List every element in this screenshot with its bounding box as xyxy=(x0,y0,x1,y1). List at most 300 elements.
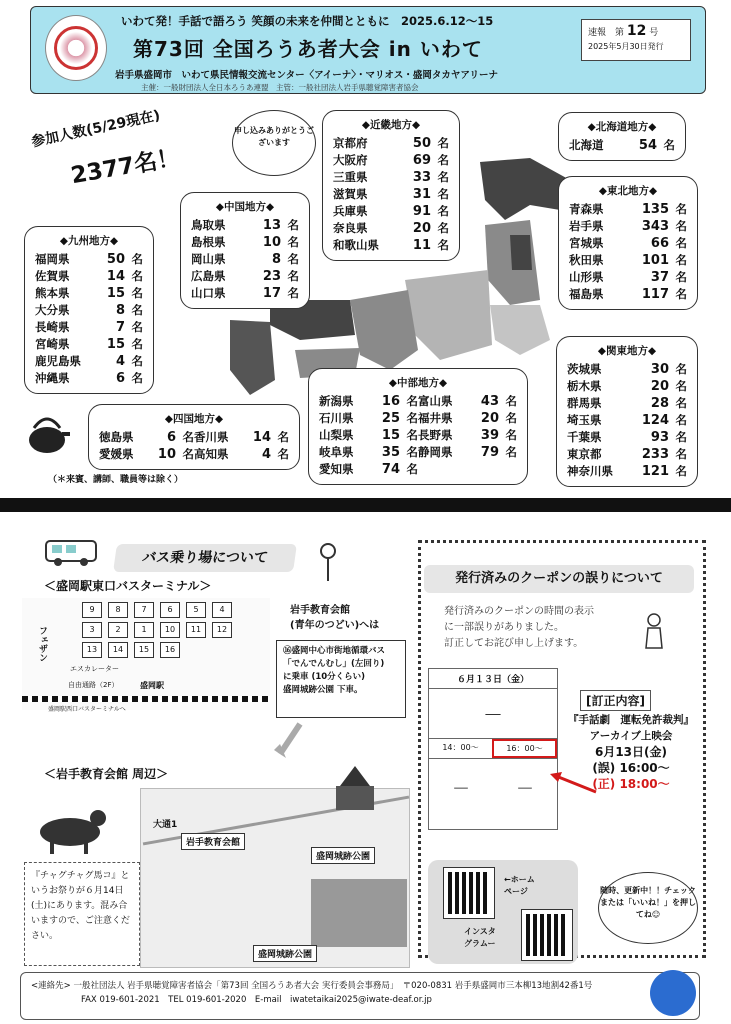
terminal-title: ＜盛岡駅東口バスターミナル＞ xyxy=(44,579,212,593)
bus-icon xyxy=(44,537,100,567)
participant-count: 25 xyxy=(381,411,400,426)
prefecture-row xyxy=(569,201,687,218)
prefecture-name: 岐阜県 xyxy=(319,445,354,459)
message-line: に一部誤りがありました。 xyxy=(444,622,564,633)
region-title: ◆関東地方◆ xyxy=(597,345,657,357)
arrow-down-icon xyxy=(270,720,310,760)
prefecture-row xyxy=(99,429,194,446)
prefecture-row xyxy=(319,410,418,427)
fezan-label: フェザン xyxy=(37,626,47,662)
participant-count: 31 xyxy=(412,187,431,202)
coupon-title: 発行済みのクーポンの誤りについて xyxy=(424,565,694,593)
prefecture-name: 和歌山県 xyxy=(333,238,379,252)
participant-count: 54 xyxy=(638,138,657,153)
prefecture-row xyxy=(418,410,517,427)
unit-label: 名 xyxy=(505,394,517,408)
participant-count: 14 xyxy=(106,269,125,284)
festival-notice: 『チャグチャグ馬コ』というお祭りが６月14日(土)にあります。混み合いますので、ご注意ください。 xyxy=(24,862,140,966)
issue-box xyxy=(581,19,691,61)
park-label-bottom: 盛岡城跡公園 xyxy=(253,945,317,962)
destination-note: (青年のつどい)へは xyxy=(290,620,380,631)
participants-heading: 参加人数(5/29現在) xyxy=(29,107,162,151)
bus-stop-number: 11 xyxy=(186,622,206,638)
prefecture-row xyxy=(333,203,449,220)
prefecture-name: 山梨県 xyxy=(319,428,354,442)
participant-count: 28 xyxy=(650,396,669,411)
prefecture-row xyxy=(567,412,687,429)
prefecture-name: 沖縄県 xyxy=(35,371,70,385)
unit-label: 名 xyxy=(663,138,675,152)
participant-count: 4 xyxy=(115,354,125,369)
region-title: ◆九州地方◆ xyxy=(59,235,119,247)
prefecture-name: 三重県 xyxy=(333,170,368,184)
participant-count: 14 xyxy=(252,430,271,445)
unit-label: 名 xyxy=(675,253,687,267)
bus-section-title: バス乗り場について xyxy=(113,544,297,572)
unit-label: 名 xyxy=(505,445,517,459)
ticket-dash: － xyxy=(452,779,470,800)
escalator-label: エスカレーター xyxy=(70,665,119,673)
bus-stop-number: 9 xyxy=(82,602,102,618)
prefecture-row xyxy=(569,286,687,303)
participant-count: 30 xyxy=(650,362,669,377)
prefecture-row xyxy=(418,444,517,461)
bus-stop-number: 13 xyxy=(82,642,102,658)
participant-count: 6 xyxy=(115,371,125,386)
railway xyxy=(22,696,270,702)
unit-label: 名 xyxy=(406,462,418,476)
map-hokkaido xyxy=(480,158,570,220)
iron-kettle-icon xyxy=(24,410,70,456)
unit-label: 名 xyxy=(131,286,143,300)
chagu-horse-icon xyxy=(30,792,110,856)
thanks-bubble: 申し込みありがとうございます xyxy=(232,110,316,176)
prefecture-name: 福岡県 xyxy=(35,252,70,266)
participant-count: 10 xyxy=(157,447,176,462)
region-kinki xyxy=(322,110,460,261)
participant-count: 17 xyxy=(262,286,281,301)
prefecture-name: 大阪府 xyxy=(333,153,368,167)
prefecture-name: 兵庫県 xyxy=(333,204,368,218)
participant-count: 33 xyxy=(412,170,431,185)
map-chubu xyxy=(405,270,492,360)
region-title: ◆北海道地方◆ xyxy=(587,121,657,133)
prefecture-row xyxy=(319,393,418,410)
participant-count: 91 xyxy=(412,204,431,219)
participant-count: 23 xyxy=(262,269,281,284)
contact-address: <連絡先> 一般社団法人 岩手県聴覚障害者協会「第73回 全国ろうあ者大会 実行委員会事務局」 〒020-0831 岩手県盛岡市三本柳13地割42番1号 xyxy=(31,981,593,991)
bus-stop-number: 15 xyxy=(134,642,154,658)
prefecture-row xyxy=(567,446,687,463)
prefecture-name: 鹿児島県 xyxy=(35,354,81,368)
region-title: ◆中部地方◆ xyxy=(388,377,448,389)
participant-count: 8 xyxy=(271,252,281,267)
prefecture-name: 滋賀県 xyxy=(333,187,368,201)
prefecture-name: 福島県 xyxy=(569,287,604,301)
update-bubble: 随時、更新中！！チェックまたは「いいね！」を押してね☺ xyxy=(598,872,698,944)
castle-wall-photo xyxy=(311,879,407,947)
unit-label: 名 xyxy=(437,170,449,184)
venue: 岩手県盛岡市 いわて県民情報交流センター〈アイーナ〉・マリオス・盛岡タカヤアリーナ xyxy=(115,70,498,81)
bowing-person-icon xyxy=(640,612,670,652)
region-chubu xyxy=(308,368,528,485)
homepage-qr-code[interactable] xyxy=(444,868,494,918)
region-kanto xyxy=(556,336,698,487)
prefecture-name: 富山県 xyxy=(418,394,453,408)
unit-label: 名 xyxy=(287,286,299,300)
unit-label: 名 xyxy=(287,218,299,232)
prefecture-row xyxy=(191,285,299,302)
bus-stop-number: 5 xyxy=(186,602,206,618)
prefecture-name: 長崎県 xyxy=(35,320,70,334)
coupon-sample xyxy=(428,668,558,830)
bus-stop-number: 14 xyxy=(108,642,128,658)
region-shikoku xyxy=(88,404,300,470)
prefecture-name: 群馬県 xyxy=(567,396,602,410)
prefecture-row xyxy=(333,186,449,203)
ticket-time-1: 14：00～ xyxy=(442,743,479,752)
participants-total: 2377名！ xyxy=(69,144,182,190)
prefecture-name: 栃木県 xyxy=(567,379,602,393)
prefecture-row xyxy=(333,135,449,152)
prefecture-name: 長野県 xyxy=(418,428,453,442)
prefecture-name: 鳥取県 xyxy=(191,218,226,232)
mascot-icon xyxy=(650,970,696,1016)
prefecture-name: 島根県 xyxy=(191,235,226,249)
prefecture-row xyxy=(319,427,418,444)
prefecture-row xyxy=(569,252,687,269)
prefecture-name: 奈良県 xyxy=(333,221,368,235)
destination-name: 岩手教育会館 xyxy=(290,605,350,616)
participant-count: 117 xyxy=(641,287,669,302)
message-line: 発行済みのクーポンの時間の表示 xyxy=(444,606,594,617)
prefecture-name: 石川県 xyxy=(319,411,354,425)
region-hokkaido xyxy=(558,112,686,161)
prefecture-row xyxy=(35,370,143,387)
unit-label: 名 xyxy=(287,252,299,266)
prefecture-name: 青森県 xyxy=(569,202,604,216)
unit-label: 名 xyxy=(675,362,687,376)
participant-count: 343 xyxy=(641,219,669,234)
unit-label: 名 xyxy=(675,287,687,301)
prefecture-name: 山形県 xyxy=(569,270,604,284)
prefecture-name: 秋田県 xyxy=(569,253,604,267)
unit-label: 名 xyxy=(277,447,289,461)
participant-count: 135 xyxy=(641,202,669,217)
unit-label: 名 xyxy=(505,428,517,442)
map-kanto xyxy=(490,305,550,355)
participant-count: 66 xyxy=(650,236,669,251)
station-diagram xyxy=(22,598,270,713)
prefecture-row xyxy=(569,269,687,286)
bus-stop-number: 3 xyxy=(82,622,102,638)
prefecture-row xyxy=(567,395,687,412)
ticket-dash: － xyxy=(516,779,534,800)
bus-stop-number: 4 xyxy=(212,602,232,618)
region-title: ◆近畿地方◆ xyxy=(361,119,421,131)
prefecture-name: 千葉県 xyxy=(567,430,602,444)
unit-label: 名 xyxy=(131,269,143,283)
prefecture-name: 北海道 xyxy=(569,138,604,152)
instruction-line: 「でんでんむし」(左回り) xyxy=(283,659,385,669)
prefecture-name: 大分県 xyxy=(35,303,70,317)
bus-stop-number: 2 xyxy=(108,622,128,638)
prefecture-row xyxy=(191,268,299,285)
unit-label: 名 xyxy=(437,204,449,218)
event-logo xyxy=(45,15,107,81)
section-divider xyxy=(0,498,731,512)
prefecture-name: 岡山県 xyxy=(191,252,226,266)
unit-label: 名 xyxy=(406,428,418,442)
kyoiku-label: 岩手教育会館 xyxy=(181,833,245,850)
participant-count: 6 xyxy=(166,430,176,445)
participant-count: 20 xyxy=(650,379,669,394)
footer-contact xyxy=(20,972,700,1020)
prefecture-row xyxy=(191,251,299,268)
participant-count: 7 xyxy=(115,320,125,335)
bus-stop-number: 1 xyxy=(134,622,154,638)
prefecture-row xyxy=(333,220,449,237)
participant-count: 69 xyxy=(412,153,431,168)
bus-stops xyxy=(82,602,242,662)
correction-line: アーカイブ上映会 xyxy=(589,730,673,742)
prefecture-row xyxy=(35,336,143,353)
prefecture-row xyxy=(333,237,449,254)
bus-stop-number: 7 xyxy=(134,602,154,618)
qr-panel xyxy=(428,860,578,964)
map-kyushu xyxy=(230,320,275,395)
bus-stop-number: 6 xyxy=(160,602,180,618)
prefecture-name: 京都府 xyxy=(333,136,368,150)
region-title: ◆中国地方◆ xyxy=(215,201,275,213)
participant-count: 16 xyxy=(381,394,400,409)
prefecture-name: 愛媛県 xyxy=(99,447,134,461)
unit-label: 名 xyxy=(675,413,687,427)
participant-count: 74 xyxy=(381,462,400,477)
unit-label: 名 xyxy=(675,396,687,410)
message-line: 訂正してお詫び申し上げます。 xyxy=(444,638,584,649)
building-icon xyxy=(330,762,380,812)
issue-label: 速報 第 xyxy=(588,28,625,38)
participant-count: 93 xyxy=(650,430,669,445)
participant-count: 50 xyxy=(412,136,431,151)
header-banner xyxy=(30,6,706,94)
prefecture-name: 徳島県 xyxy=(99,430,134,444)
correction-title: [訂正内容] xyxy=(580,690,651,711)
prefecture-name: 香川県 xyxy=(194,430,229,444)
unit-label: 名 xyxy=(287,269,299,283)
unit-label: 名 xyxy=(675,236,687,250)
prefecture-row xyxy=(194,429,289,446)
organizers: 主催：一般財団法人全日本ろうあ連盟 主管：一般社団法人岩手県聴覚障害者協会 xyxy=(141,83,419,92)
prefecture-row xyxy=(418,393,517,410)
bus-stop-icon xyxy=(318,543,338,583)
correction-line: 『手話劇 運転免許裁判』 xyxy=(568,714,694,726)
prefecture-row xyxy=(569,218,687,235)
page-title: 第73回 全国ろうあ者大会 in いわて xyxy=(133,37,483,61)
prefecture-row xyxy=(35,319,143,336)
prefecture-row xyxy=(35,268,143,285)
correction-content xyxy=(568,712,694,792)
prefecture-row xyxy=(191,217,299,234)
participant-count: 4 xyxy=(261,447,271,462)
prefecture-row xyxy=(567,361,687,378)
participant-count: 79 xyxy=(480,445,499,460)
unit-label: 名 xyxy=(437,221,449,235)
instagram-label: インスタ グラムー xyxy=(464,927,496,948)
correction-line: 6月13日(金) xyxy=(594,745,668,759)
prefecture-row xyxy=(569,235,687,252)
unit-label: 名 xyxy=(675,430,687,444)
unit-label: 名 xyxy=(287,235,299,249)
prefecture-name: 山口県 xyxy=(191,286,226,300)
unit-label: 名 xyxy=(675,447,687,461)
ticket-time-2: 16：00～ xyxy=(492,739,557,758)
unit-label: 名 xyxy=(675,464,687,478)
unit-label: 名 xyxy=(131,303,143,317)
instruction-line: 盛岡城跡公園 下車。 xyxy=(283,685,363,695)
ticket-dash: － xyxy=(429,689,557,739)
unit-label: 名 xyxy=(437,187,449,201)
prefecture-row xyxy=(567,463,687,480)
unit-label: 名 xyxy=(437,238,449,252)
area-map xyxy=(140,788,410,968)
participant-count: 50 xyxy=(106,252,125,267)
prefecture-row xyxy=(319,461,418,478)
correction-wrong: (誤) 16:00～ xyxy=(592,761,670,775)
prefecture-name: 高知県 xyxy=(194,447,229,461)
participants-note: （＊来賓、講師、職員等は除く） xyxy=(48,475,184,485)
participant-count: 15 xyxy=(106,337,125,352)
participant-count: 10 xyxy=(262,235,281,250)
issue-number: 12 xyxy=(626,23,647,39)
unit-label: 名 xyxy=(131,320,143,334)
region-title: ◆東北地方◆ xyxy=(598,185,658,197)
odori-label: 大通1 xyxy=(153,820,178,830)
issue-suffix: 号 xyxy=(649,28,659,38)
unit-label: 名 xyxy=(505,411,517,425)
participant-count: 15 xyxy=(106,286,125,301)
prefecture-row xyxy=(99,446,194,463)
west-terminal-label: 盛岡駅西口バスターミナルへ xyxy=(48,706,126,713)
participant-count: 20 xyxy=(412,221,431,236)
unit-label: 名 xyxy=(675,202,687,216)
prefecture-row xyxy=(333,169,449,186)
prefecture-name: 茨城県 xyxy=(567,362,602,376)
participant-count: 11 xyxy=(412,238,431,253)
participant-count: 43 xyxy=(480,394,499,409)
unit-label: 名 xyxy=(131,371,143,385)
tagline: いわて発！手話で語ろう 笑顔の未来を仲間とともに 2025.6.12～15 xyxy=(121,14,494,28)
bus-stop-number: 16 xyxy=(160,642,180,658)
prefecture-name: 宮崎県 xyxy=(35,337,70,351)
prefecture-row xyxy=(35,285,143,302)
map-kinki xyxy=(350,290,418,370)
prefecture-row xyxy=(35,353,143,370)
prefecture-row xyxy=(567,429,687,446)
map-iwate xyxy=(510,235,532,270)
participant-count: 101 xyxy=(641,253,669,268)
bus-stop-number: 12 xyxy=(212,622,232,638)
prefecture-name: 愛知県 xyxy=(319,462,354,476)
unit-label: 名 xyxy=(406,411,418,425)
unit-label: 名 xyxy=(675,219,687,233)
unit-label: 名 xyxy=(675,379,687,393)
prefecture-name: 静岡県 xyxy=(418,445,453,459)
bus-stop-number: 10 xyxy=(160,622,180,638)
prefecture-row xyxy=(319,444,418,461)
unit-label: 名 xyxy=(406,445,418,459)
participant-count: 35 xyxy=(381,445,400,460)
prefecture-row xyxy=(569,137,675,154)
unit-label: 名 xyxy=(277,430,289,444)
issue-date: 2025年5月30日発行 xyxy=(588,42,664,51)
region-chugoku xyxy=(180,192,310,309)
participant-count: 233 xyxy=(641,447,669,462)
participant-count: 124 xyxy=(641,413,669,428)
destination-label xyxy=(290,603,379,633)
instagram-qr-code[interactable] xyxy=(522,910,572,960)
participant-count: 8 xyxy=(115,303,125,318)
prefecture-name: 東京都 xyxy=(567,447,602,461)
participant-count: 37 xyxy=(650,270,669,285)
prefecture-name: 岩手県 xyxy=(569,219,604,233)
unit-label: 名 xyxy=(131,354,143,368)
prefecture-row xyxy=(333,152,449,169)
region-tohoku xyxy=(558,176,698,310)
walkway-label: 自由通路（2F） xyxy=(68,681,119,689)
prefecture-name: 神奈川県 xyxy=(567,464,613,478)
participant-count: 15 xyxy=(381,428,400,443)
prefecture-row xyxy=(418,427,517,444)
unit-label: 名 xyxy=(437,153,449,167)
prefecture-name: 新潟県 xyxy=(319,394,354,408)
prefecture-name: 宮城県 xyxy=(569,236,604,250)
prefecture-row xyxy=(194,446,289,463)
bus-stop-number: 8 xyxy=(108,602,128,618)
prefecture-name: 佐賀県 xyxy=(35,269,70,283)
prefecture-row xyxy=(191,234,299,251)
morioka-station-label: 盛岡駅 xyxy=(140,681,164,690)
prefecture-row xyxy=(35,251,143,268)
region-title: ◆四国地方◆ xyxy=(164,413,224,425)
participant-count: 13 xyxy=(262,218,281,233)
ticket-date: ６月１３日（金） xyxy=(429,669,557,689)
prefecture-row xyxy=(567,378,687,395)
contact-numbers: FAX 019-601-2021 TEL 019-601-2020 E-mail iwatetaikai2025@iwate-deaf.or.jp xyxy=(81,995,432,1005)
unit-label: 名 xyxy=(182,430,194,444)
prefecture-name: 広島県 xyxy=(191,269,226,283)
unit-label: 名 xyxy=(675,270,687,284)
coupon-message xyxy=(444,604,594,652)
area-map-title: ＜岩手教育会館 周辺＞ xyxy=(44,767,169,781)
instruction-line: ⑯盛岡中心市街地循環バス xyxy=(283,646,386,656)
prefecture-row xyxy=(35,302,143,319)
region-kyushu xyxy=(24,226,154,394)
instruction-line: に乗車 (10分くらい) xyxy=(283,672,366,682)
unit-label: 名 xyxy=(131,252,143,266)
bus-instructions xyxy=(276,640,406,718)
prefecture-name: 埼玉県 xyxy=(567,413,602,427)
participant-count: 39 xyxy=(480,428,499,443)
prefecture-name: 福井県 xyxy=(418,411,453,425)
participant-count: 20 xyxy=(480,411,499,426)
unit-label: 名 xyxy=(406,394,418,408)
park-label: 盛岡城跡公園 xyxy=(311,847,375,864)
unit-label: 名 xyxy=(182,447,194,461)
unit-label: 名 xyxy=(131,337,143,351)
unit-label: 名 xyxy=(437,136,449,150)
